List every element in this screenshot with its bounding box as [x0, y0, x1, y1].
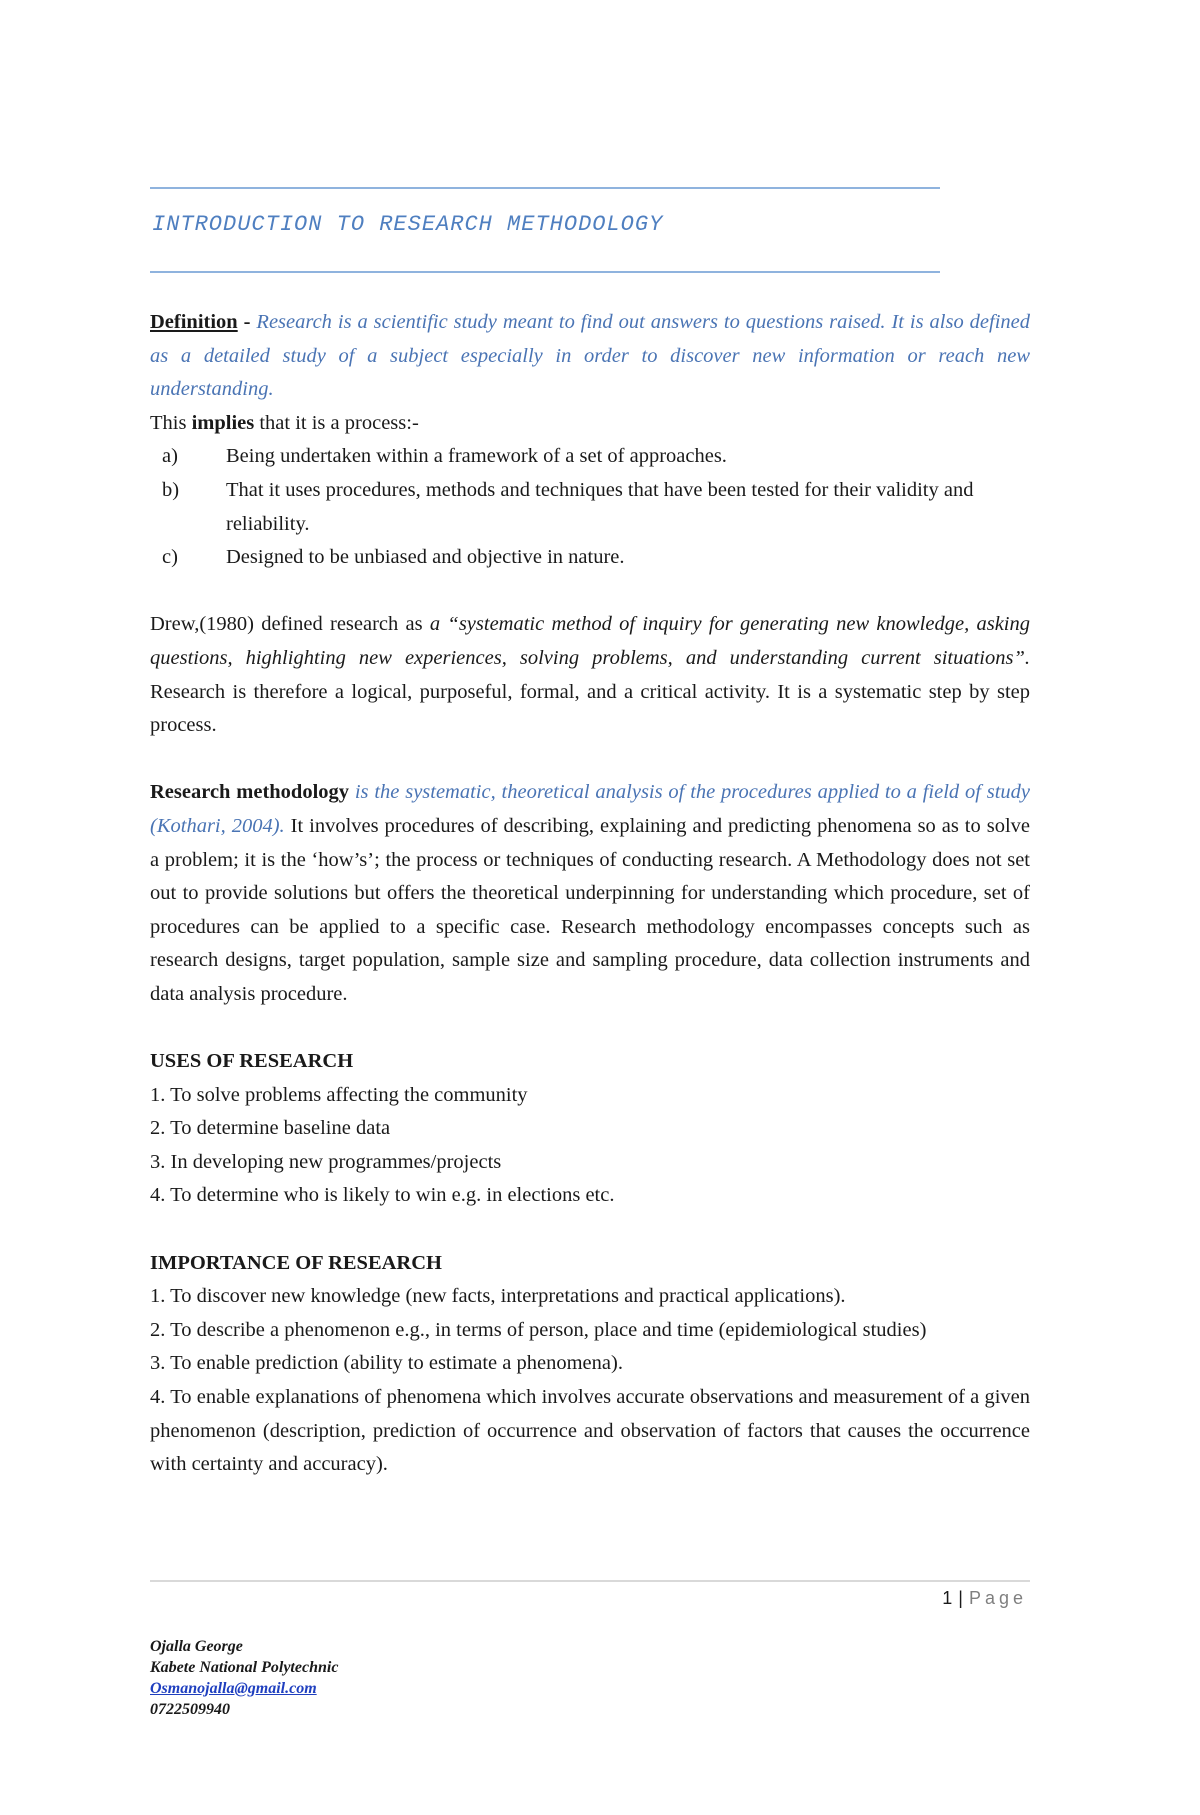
list-marker: a) — [162, 445, 178, 468]
methodology-label: Research methodology — [150, 781, 350, 804]
definition-text: Research is a scientific study meant to find out answers to questions raised. It is also defined as a detailed study of a subject especially in order to discover new information or reach new understanding. — [150, 311, 1030, 401]
page-number-separator: | — [958, 1588, 963, 1608]
uses-heading: USES OF RESEARCH — [150, 1050, 354, 1073]
list-item: 2. To describe a phenomenon e.g., in terms of person, place and time (epidemiological studies) — [150, 1318, 927, 1341]
methodology-paragraph — [150, 776, 1030, 1011]
document-title: INTRODUCTION TO RESEARCH METHODOLOGY — [152, 212, 664, 237]
list-item — [150, 474, 1030, 541]
author-email-link[interactable]: Osmanojalla@gmail.com — [150, 1680, 317, 1697]
list-item-text: Being undertaken within a framework of a set of approaches. — [226, 445, 727, 468]
author-block — [150, 1636, 338, 1720]
definition-dash: - — [237, 311, 257, 333]
title-top-rule — [150, 187, 940, 189]
drew-pre: Drew,(1980) defined research as — [150, 613, 430, 636]
definition-paragraph — [150, 306, 1030, 407]
process-list — [150, 440, 1030, 574]
implies-post: that it is a process:- — [254, 411, 419, 434]
page-label: Page — [968, 1588, 1027, 1608]
list-marker: c) — [162, 546, 178, 569]
implies-pre: This — [150, 411, 192, 434]
implies-line — [150, 407, 1030, 441]
implies-bold: implies — [191, 411, 255, 434]
list-item: 1. To solve problems affecting the community — [150, 1083, 528, 1106]
drew-quote: a “systematic method of inquiry for generating new knowledge, asking questions, highlighting new experiences, solving problems, and understanding current situations”. — [150, 613, 1030, 669]
methodology-text: It involves procedures of describing, explaining and predicting phenomena so as to solve a problem; it is the ‘how’s’; the process or techniques of conducting research. A Methodology does not set out to provide solutions but offers the theoretical underpinning for understanding which procedure, set of procedures can be applied to a specific case. Research methodology encompasses concepts such as research designs, target population, sample size and sampling procedure, data collection instruments and data analysis procedure. — [150, 814, 1030, 1005]
importance-heading: IMPORTANCE OF RESEARCH — [150, 1251, 442, 1274]
list-item: 2. To determine baseline data — [150, 1117, 391, 1140]
document-body — [150, 306, 1030, 1482]
definition-label: Definition — [150, 311, 238, 333]
drew-paragraph — [150, 608, 1030, 742]
list-marker: b) — [162, 478, 180, 501]
drew-post: Research is therefore a logical, purposeful, formal, and a critical activity. It is a systematic step by step process. — [150, 680, 1030, 737]
list-item-text: That it uses procedures, methods and techniques that have been tested for their validity and reliability. — [226, 478, 974, 535]
title-bottom-rule — [150, 271, 940, 273]
author-phone: 0722509940 — [150, 1701, 230, 1718]
methodology-quote: is the systematic, theoretical analysis of the procedures applied to a field of study (Kothari, 2004). — [150, 781, 1031, 837]
list-item — [150, 541, 1030, 575]
page-number — [942, 1588, 1027, 1609]
list-item-text: Designed to be unbiased and objective in nature. — [226, 546, 625, 569]
list-item: 4. To determine who is likely to win e.g. in elections etc. — [150, 1184, 615, 1207]
list-item: 1. To discover new knowledge (new facts, interpretations and practical applications). — [150, 1285, 846, 1308]
list-item — [150, 440, 1030, 474]
author-institution: Kabete National Polytechnic — [150, 1659, 339, 1676]
footer-rule — [150, 1580, 1030, 1582]
list-item: 4. To enable explanations of phenomena which involves accurate observations and measurement of a given phenomenon (description, prediction of occurrence and observation of factors that causes the occurrence with certainty and accuracy). — [150, 1386, 1030, 1476]
list-item: 3. To enable prediction (ability to estimate a phenomena). — [150, 1352, 623, 1375]
page-number-value: 1 — [942, 1588, 953, 1608]
list-item: 3. In developing new programmes/projects — [150, 1150, 502, 1173]
author-name: Ojalla George — [150, 1638, 243, 1655]
